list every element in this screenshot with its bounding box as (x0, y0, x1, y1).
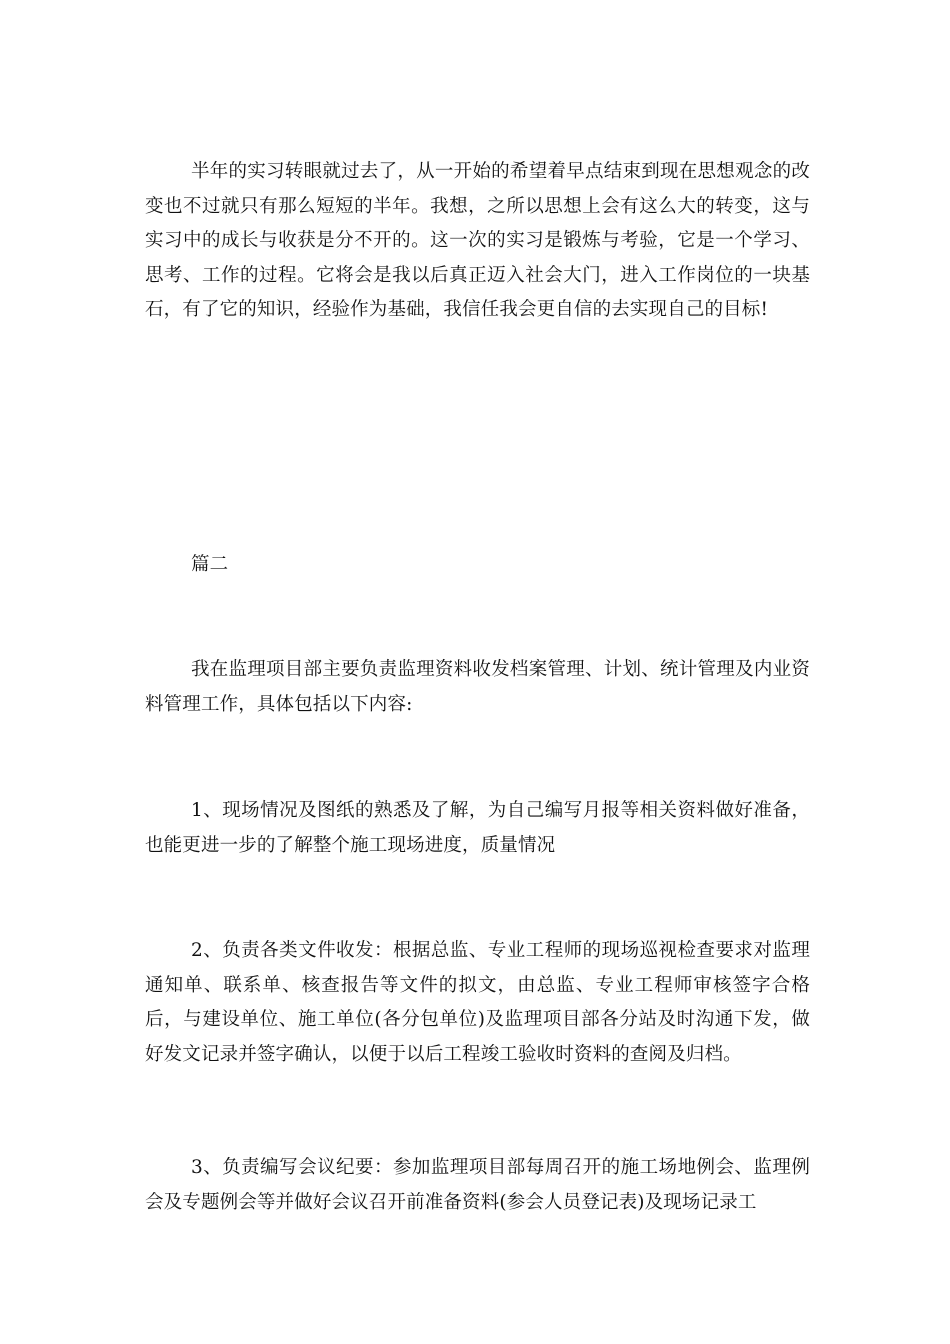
paragraph-responsibilities-intro: 我在监理项目部主要负责监理资料收发档案管理、计划、统计管理及内业资料管理工作，具体包括以下内容: (145, 659, 810, 715)
paragraph-internship-summary: 半年的实习转眼就过去了，从一开始的希望着早点结束到现在思想观念的改变也不过就只有那么短短的半年。我想，之所以思想上会有这么大的转变，这与实习中的成长与收获是分不开的。这一次的实习是锻炼与考验，它是一个学习、思考、工作的过程。它将会是我以后真正迈入社会大门，进入工作岗位的一块基石，有了它的知识，经验作为基础，我信任我会更自信的去实现自己的目标! (145, 161, 810, 320)
paragraph-item-1: 1、现场情况及图纸的熟悉及了解，为自己编写月报等相关资料做好准备，也能更进一步的了解整个施工现场进度，质量情况 (145, 800, 810, 856)
section-heading-part-two: 篇二 (191, 554, 229, 575)
paragraph-item-2: 2、负责各类文件收发：根据总监、专业工程师的现场巡视检查要求对监理通知单、联系单、核查报告等文件的拟文，由总监、专业工程师审核签字合格后，与建设单位、施工单位(各分包单位)及监理项目部各分站及时沟通下发，做好发文记录并签字确认，以便于以后工程竣工验收时资料的查阅及归档。 (145, 940, 810, 1065)
paragraph-item-3: 3、负责编写会议纪要：参加监理项目部每周召开的施工场地例会、监理例会及专题例会等并做好会议召开前准备资料(参会人员登记表)及现场记录工 (145, 1157, 810, 1213)
